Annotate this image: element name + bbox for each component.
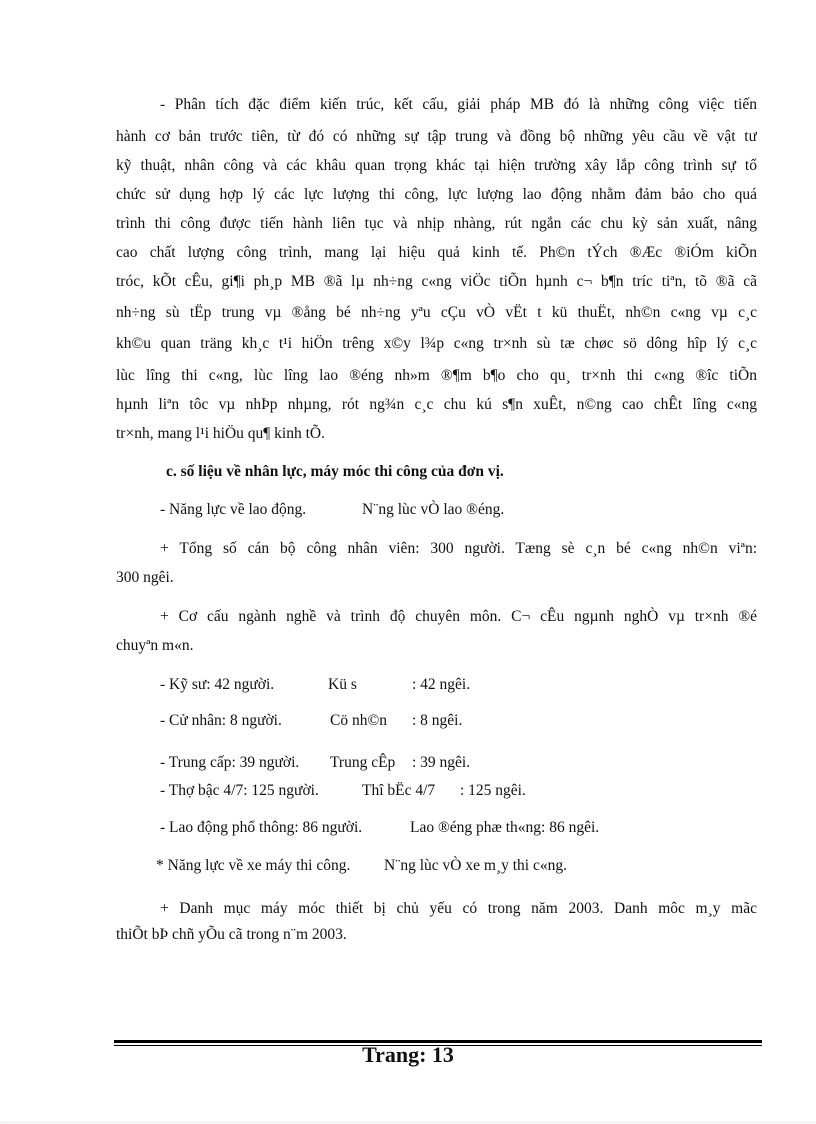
worker-vn: - Thợ bậc 4/7: 125 người. <box>160 782 319 799</box>
page-number: Trang: 13 <box>362 1042 454 1067</box>
intermediate-legacy-value: : 39 ngêi. <box>412 754 471 771</box>
worker-legacy-value: : 125 ngêi. <box>460 782 526 799</box>
paragraph-line: hµnh liªn tôc vµ nhÞp nhµng, rót ng¾n c¸c chu kú s¶n xuÊt, n©ng cao chÊt lîng c«ng <box>116 396 757 413</box>
paragraph-line: chức sử dụng hợp lý các lực lượng thi công, lực lượng lao động nhằm đảm bảo cho quá <box>116 186 757 203</box>
bachelor-legacy-label: Cö nh©n <box>330 712 387 729</box>
paragraph-line: nh÷ng sù tËp trung vµ ®ång bé nh÷ng yªu cÇu vÒ vËt t kü thuËt, nh©n c«ng vµ c¸c <box>116 304 757 321</box>
paragraph-line: - Phân tích đặc điểm kiến trúc, kết cấu, giải pháp MB đó là những công việc tiến <box>160 96 757 113</box>
structure-line: + Cơ cấu ngành nghề và trình độ chuyên môn. C¬ cÊu ngµnh nghÒ vµ tr×nh ®é <box>160 608 757 625</box>
laborer-legacy: Lao ®éng phæ th«ng: 86 ngêi. <box>410 819 600 836</box>
paragraph-line: tróc, kÕt cÊu, gi¶i ph¸p MB ®ã lµ nh÷ng c«ng viÖc tiÕn hµnh c¬ b¶n tríc tiªn, tõ ®ã cã <box>116 273 757 290</box>
structure-line: chuyªn m«n. <box>116 637 194 654</box>
total-staff-line: 300 ngêi. <box>116 569 174 586</box>
bachelor-legacy-value: : 8 ngêi. <box>412 712 463 729</box>
machine-capacity-vn: * Năng lực về xe máy thi công. <box>156 857 351 874</box>
paragraph-line: kỹ thuật, nhân công và các khâu quan trọng khác tại hiện trường xây lắp công trình sự tổ <box>116 157 757 174</box>
laborer-vn: - Lao động phổ thông: 86 người. <box>160 819 363 836</box>
engineer-legacy-label: Kü s <box>328 676 357 693</box>
paragraph-line: kh©u quan träng kh¸c t¹i hiÖn trêng x©y l¾p c«ng tr×nh sù tæ chøc sö dông hîp lý c¸c <box>116 335 757 352</box>
worker-legacy-label: Thî bËc 4/7 <box>362 782 436 799</box>
catalog-line: + Danh mục máy móc thiết bị chủ yếu có trong năm 2003. Danh môc m¸y mãc <box>160 900 757 917</box>
paragraph-line: trình thi công được tiến hành liên tục và nhịp nhàng, rút ngắn các chu kỳ sản xuất, nâng <box>116 215 757 232</box>
machine-capacity-legacy: N¨ng lùc vÒ xe m¸y thi c«ng. <box>384 857 567 874</box>
paragraph-line: tr×nh, mang l¹i hiÖu qu¶ kinh tÕ. <box>116 425 325 442</box>
catalog-line: thiÕt bÞ chñ yÕu cã trong n¨m 2003. <box>116 926 347 943</box>
intermediate-legacy-label: Trung cÊp <box>330 754 396 771</box>
paragraph-line: cao chất lượng công trình, mang lại hiệu quả kinh tế. Ph©n tÝch ®Æc ®iÓm kiÕn <box>116 244 757 261</box>
bachelor-vn: - Cử nhân: 8 người. <box>160 712 282 729</box>
engineer-legacy-value: : 42 ngêi. <box>412 676 471 693</box>
intermediate-vn: - Trung cấp: 39 người. <box>160 754 300 771</box>
labor-capacity-vn: - Năng lực về lao động. <box>160 501 307 518</box>
engineer-vn: - Kỹ sư: 42 người. <box>160 676 275 693</box>
paragraph-line: lùc lîng thi c«ng, lùc lîng lao ®éng nh»m ®¶m b¶o cho qu¸ tr×nh thi c«ng ®îc tiÕn <box>116 367 757 384</box>
total-staff-line: + Tổng số cán bộ công nhân viên: 300 người. Tæng sè c¸n bé c«ng nh©n viªn: <box>160 540 757 557</box>
section-heading: c. số liệu về nhân lực, máy móc thi công của đơn vị. <box>166 463 504 480</box>
paragraph-line: hành cơ bản trước tiên, từ đó có những sự tập trung và đồng bộ những yêu cầu về vật tư <box>116 128 757 145</box>
labor-capacity-legacy: N¨ng lùc vÒ lao ®éng. <box>362 501 505 518</box>
